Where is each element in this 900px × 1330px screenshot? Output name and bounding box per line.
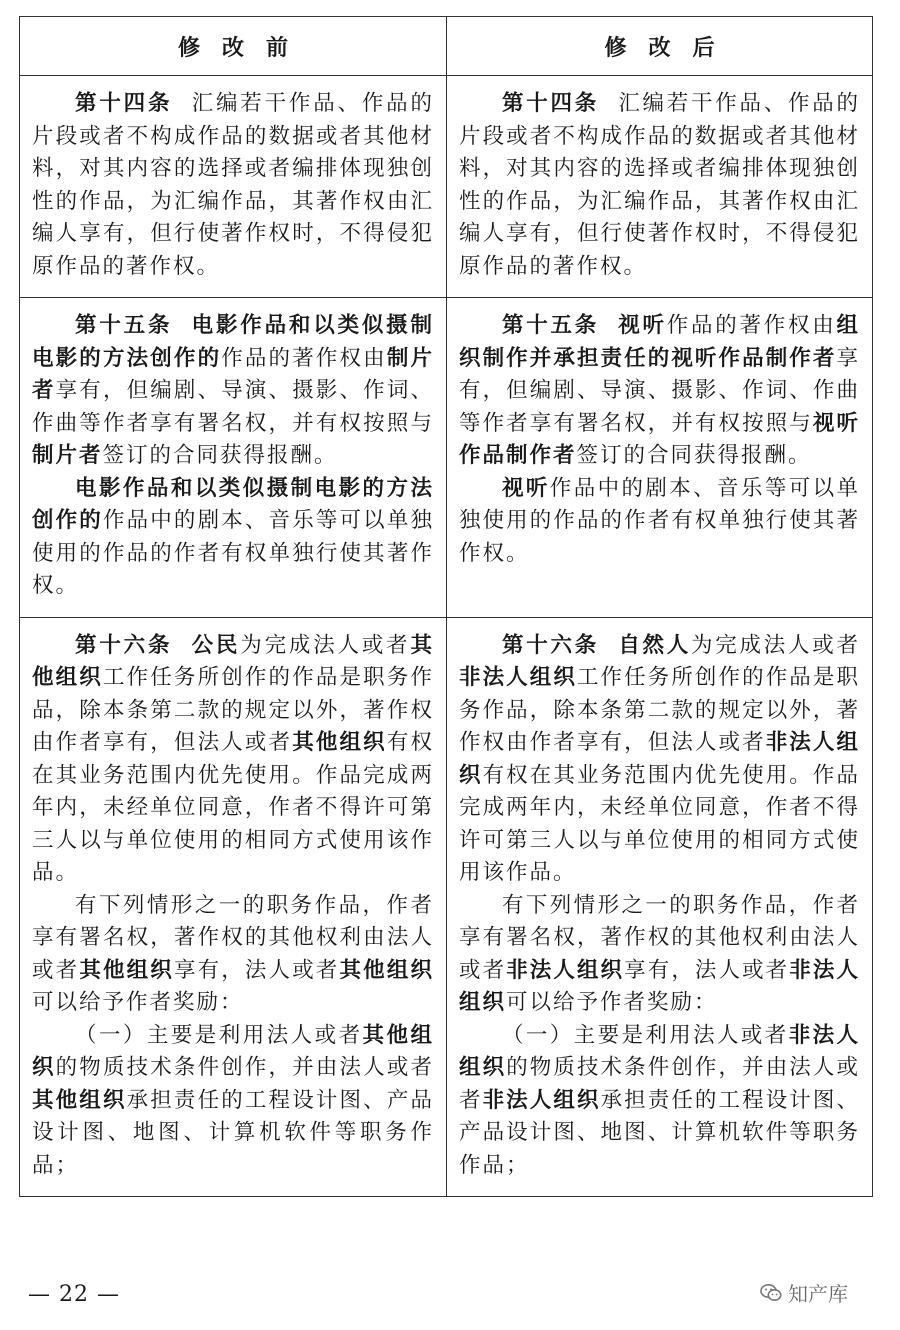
table-row — [20, 76, 873, 298]
text: 承担责任的工程设计图、产品设计图、地图、计算机软件等职务作品； — [459, 1087, 860, 1178]
article-number: 第十四条 — [502, 91, 599, 116]
text: 作品的著作权由 — [221, 345, 387, 371]
paragraph — [32, 630, 434, 890]
bold-text: 非法人组织 — [459, 665, 577, 690]
paragraph — [459, 890, 860, 1020]
bold-text: 其他组织 — [292, 730, 387, 755]
cell-before — [20, 76, 447, 298]
paragraph — [459, 88, 860, 283]
paragraph — [459, 1020, 860, 1183]
table-header-row — [20, 17, 873, 76]
paragraph — [32, 1020, 434, 1183]
text: 享有，法人或者 — [173, 957, 340, 983]
page-number: — 22 — — [28, 1282, 120, 1307]
text: 签订的合同获得报酬。 — [102, 443, 338, 468]
text: 工作任务所创作的作品是职务作品，除本条第二款的规定以外，著作权由作者享有，但法人或者 — [32, 665, 434, 755]
paragraph — [32, 88, 434, 283]
bold-text: 电影作品和以类似摄制电影的方法创作的 — [32, 313, 434, 371]
bold-text: 非法人组织 — [506, 957, 625, 983]
text: 的物质技术条件创作，并由法人或者 — [459, 1055, 860, 1113]
text: 为完成法人或者 — [240, 632, 411, 658]
text: 享有，法人或者 — [624, 957, 790, 983]
table-row — [20, 298, 873, 618]
text: 工作任务所创作的作品是职务作品，除本条第二款的规定以外，著作权由作者享有，但法人或者 — [459, 665, 860, 755]
text: 享有，但编剧、导演、摄影、作词、作曲等作者享有署名权，并有权按照与 — [32, 378, 434, 436]
bold-text: 其他组织 — [32, 1022, 434, 1080]
text: 有下列情形之一的职务作品，作者享有署名权，著作权的其他权利由法人或者 — [459, 892, 860, 983]
bold-text: 非法人组织 — [482, 1087, 601, 1113]
bold-text: 视听 — [618, 313, 667, 338]
bold-text: 其他组织 — [32, 1087, 127, 1113]
table-row — [20, 617, 873, 1197]
table-body — [20, 76, 873, 1197]
bold-text: 公民 — [191, 632, 241, 658]
bold-text: 其他组织 — [32, 632, 434, 690]
article-number: 第十六条 — [75, 632, 173, 658]
bold-text: 电影作品和以类似摄制电影的方法创作的 — [32, 475, 434, 533]
bold-text: 其他组织 — [79, 957, 174, 983]
paragraph — [459, 310, 860, 473]
paragraph — [32, 473, 434, 603]
text: （一）主要是利用法人或者 — [502, 1022, 789, 1048]
text: 享有，但编剧、导演、摄影、作词、作曲等作者享有署名权，并有权按照与 — [459, 345, 860, 436]
text: 为完成法人或者 — [691, 632, 860, 658]
watermark-text: 知产库 — [788, 1282, 848, 1306]
article-number: 第十五条 — [75, 313, 173, 338]
paragraph — [32, 890, 434, 1020]
cell-before — [20, 617, 447, 1197]
bold-text: 视听 — [502, 475, 550, 501]
paragraph — [459, 473, 860, 571]
wechat-icon — [760, 1283, 782, 1303]
text: （一）主要是利用法人或者 — [75, 1022, 363, 1048]
text: 作品中的剧本、音乐等可以单独使用的作品的作者有权单独行使其著作权。 — [32, 508, 434, 598]
bold-text: 制片者 — [32, 443, 103, 468]
text: 作品中的剧本、音乐等可以单独使用的作品的作者有权单独行使其著作权。 — [459, 475, 860, 566]
paragraph — [459, 630, 860, 890]
cell-after — [447, 76, 873, 298]
watermark — [760, 1278, 848, 1307]
bold-text: 其他组织 — [339, 957, 434, 983]
bold-text: 非法人组织 — [459, 1022, 860, 1080]
text: 有下列情形之一的职务作品，作者享有署名权，著作权的其他权利由法人或者 — [32, 892, 434, 983]
bold-text: 视听作品制作者 — [459, 410, 860, 468]
bold-text: 制片者 — [32, 345, 434, 403]
text: 汇编若干作品、作品的片段或者不构成作品的数据或者其他材料，对其内容的选择或者编排体现独创性的作品，为汇编作品，其著作权由汇编人享有，但行使著作权时，不得侵犯原作品的著作权。 — [32, 91, 434, 279]
text: 作品的著作权由 — [666, 313, 837, 338]
text: 有权在其业务范围内优先使用。作品完成两年内，未经单位同意，作者不得许可第三人以与单位使用的相同方式使用该作品。 — [32, 730, 434, 885]
article-number: 第十五条 — [502, 313, 599, 338]
bold-text: 非法人组织 — [459, 957, 860, 1015]
text: 可以给予作者奖励： — [32, 990, 244, 1015]
article-number: 第十六条 — [502, 632, 599, 658]
text: 签订的合同获得报酬。 — [576, 443, 812, 468]
comparison-table — [19, 16, 873, 1197]
bold-text: 非法人组织 — [459, 730, 860, 788]
cell-after — [447, 617, 873, 1197]
text: 的物质技术条件创作，并由法人或者 — [55, 1055, 434, 1080]
header-before: 修改前 — [20, 17, 447, 76]
cell-after — [447, 298, 873, 618]
paragraph — [32, 310, 434, 473]
bold-text: 自然人 — [618, 632, 692, 658]
text: 汇编若干作品、作品的片段或者不构成作品的数据或者其他材料，对其内容的选择或者编排体现独创性的作品，为汇编作品，其著作权由汇编人享有，但行使著作权时，不得侵犯原作品的著作权。 — [459, 91, 860, 279]
header-after: 修改后 — [447, 17, 873, 76]
text: 有权在其业务范围内优先使用。作品完成两年内，未经单位同意，作者不得许可第三人以与单位使用的相同方式使用该作品。 — [459, 762, 860, 885]
article-number: 第十四条 — [75, 91, 173, 116]
bold-text: 组织制作并承担责任的视听作品制作者 — [459, 313, 860, 371]
cell-before — [20, 298, 447, 618]
text: 可以给予作者奖励： — [506, 990, 718, 1015]
text: 承担责任的工程设计图、产品设计图、地图、计算机软件等职务作品； — [32, 1087, 434, 1178]
